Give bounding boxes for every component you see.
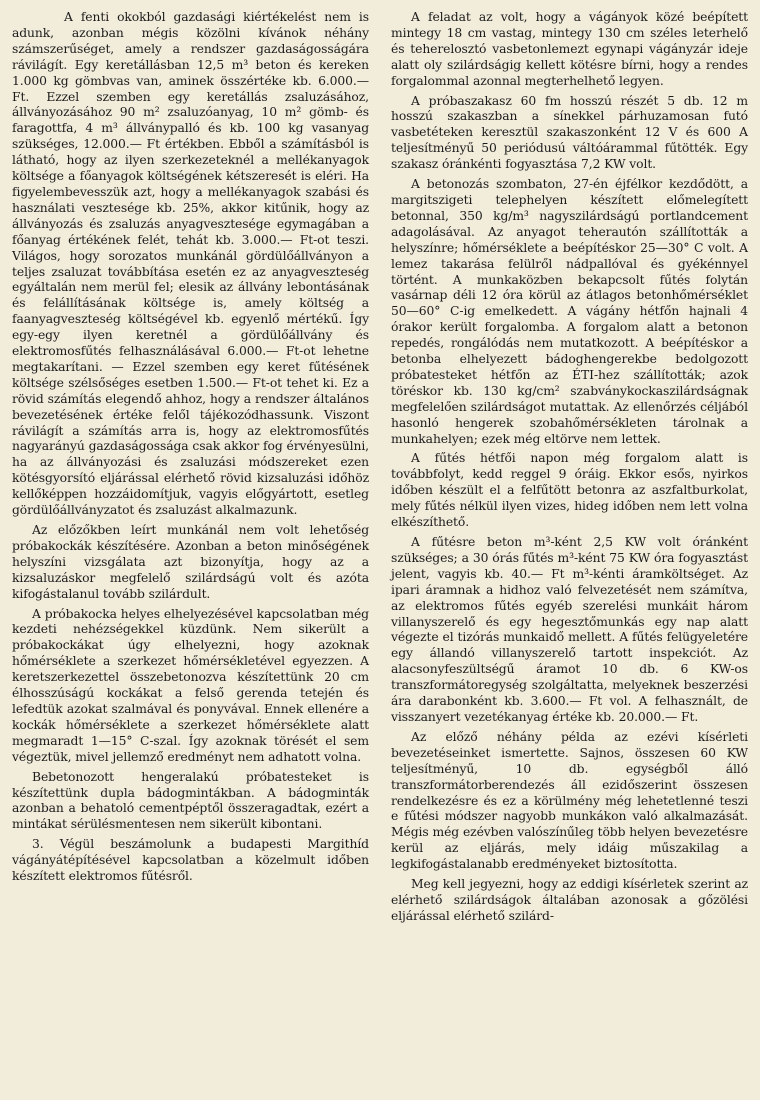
paragraph: A fűtésre beton m³-ként 2,5 KW volt óránként szükséges; a 30 órás fűtés m³-ként 75 KW óra fogyasztást jelent, vagyis kb. 40.— Ft m³-kénti áramköltséget. Az ipari áramnak a hidhoz való felvezetését nem számítva, az elektromos fűtés egyéb szerelési munkáit három villanyszerelő és egy hegesztőmunkás egy nap alatt végezte el tizórás munkaidő mellett. A fűtés felügyeletére egy állandó villanyszerelő tartott inspekciót. Az alacsonyfeszültségű áramot 10 db. 6 KW-os transzformátoregység szolgáltatta, melyeknek beszerzési ára darabonként kb. 3.600.— Ft vol. A felhasznált, de visszanyert vezetékanyag értéke kb. 20.000.— Ft. bbox=[391, 535, 748, 724]
paragraph: A próbakocka helyes elhelyezésével kapcsolatban még kezdeti nehézségekkel küzdünk. Nem sikerült a próbakockákat úgy elhelyezni, hogy azoknak hőmérséklete a szerkezet hőmérsékletével egyezzen. A keretszerkezettel összebetonozva készítettünk 20 cm élhosszúságú kockákat a felső gerenda tetején és lefedtük azokat szalmával és ponyvával. Ennek ellenére a kockák hőmérséklete a szerkezet hőmérséklete alatt megmaradt 1—15° C-szal. Így azoknak törését el sem végeztük, mivel jellemző eredményt nem adhatott volna. bbox=[12, 606, 369, 764]
paragraph: A fűtés hétfői napon még forgalom alatt is továbbfolyt, kedd reggel 9 óráig. Ekkor esős, nyirkos időben készült el a felfűtött betonra az aszfaltburkolat, mely fűtés nélkül ilyen vizes, hideg időben nem lett volna elkészíthető. bbox=[391, 451, 748, 530]
paragraph: 3. Végül beszámolunk a budapesti Margithíd vágányátépítésével kapcsolatban a közelmult időben készített elektromos fűtésről. bbox=[12, 837, 369, 884]
paragraph: Bebetonozott hengeralakú próbatesteket is készítettünk dupla bádogmintákban. A bádogminták azonban a behatoló cementpéptől összeragadtak, ezért a mintákat sérülésmentesen nem sikerült kibontani. bbox=[12, 769, 369, 832]
paragraph: Az előző néhány példa az ezévi kísérleti bevezetéseinket ismertette. Sajnos, összesen 60 KW teljesítményű, 10 db. egységből álló transzformátorberendezés áll ezidőszerint összesen rendelkezésre és ez a körülmény még lehetetlenné teszi e fűtési módszer nagyobb munkákon való alkalmazását. Mégis még ezévben valószínűleg több helyen bevezetésre kerül az eljárás, mely idáig műszakilag a legkifogástalanabb eredményeket biztosította. bbox=[391, 729, 748, 872]
paragraph: A betonozás szombaton, 27-én éjfélkor kezdődött, a margitszigeti telephelyen készített előmelegített betonnal, 350 kg/m³ nagyszilárdságú portlandcement adagolásával. Az anyagot teherautón szállították a helyszínre; hőmérséklete a beépítéskor 25—30° C volt. A lemez takarása felülről nádpallóval és gyékénnyel történt. A munkaközben bekapcsolt fűtés folytán vasárnap déli 12 óra körül az átlagos betonhőmérséklet 50—60° C-ig emelkedett. A vágány hétfőn hajnali 4 órakor került forgalomba. A forgalom alatt a betonon repedés, rongálódás nem mutatkozott. A beépítéskor a betonba elhelyezett bádoghengerekbe bedolgozott próbatesteket hétfőn az ÉTI-hez szállították; azok töréskor kb. 130 kg/cm² szabványkockaszilárdságnak megfelelően szilárdságot mutattak. Az ellenőrzés céljából hasonló hengerek szobahőmérsékleten tárolnak a munkahelyen; ezek még eltörve nem lettek. bbox=[391, 177, 748, 446]
right-column bbox=[391, 10, 748, 1094]
paragraph: A fenti okokból gazdasági kiértékelést nem is adunk, azonban mégis közölni kívánok néhány számszerűséget, amely a rendszer gazdaságosságára rávilágít. Egy keretállásban 12,5 m³ beton és kereken 1.000 kg gömbvas van, aminek összértéke kb. 6.000.— Ft. Ezzel szemben egy keretállás zsaluzásához, állványozásához 90 m² zsaluzóanyag, 10 m² gömb- és faragottfa, 4 m³ állványpalló és kb. 100 kg vasanyag szükséges, 12.000.— Ft értékben. Ebből a számításból is látható, hogy az ilyen szerkezeteknél a mellékanyagok költsége a főanyagok költségének kétszeresét is eléri. Ha figyelembevesszük azt, hogy a mellékanyagok szabási és használati vesztesége kb. 25%, akkor kitűnik, hogy az állványozás és zsaluzás anyagvesztesége egymagában a főanyag értékének felét, tehát kb. 3.000.— Ft-ot teszi. Világos, hogy sorozatos munkánál gördülőállványon a teljes zsaluzat továbbítása esetén ez az anyagveszteség egyáltalán nem merül fel; elesik az állvány lebontásának és felállításának költsége is, amely költség a faanyagveszteség költségével kb. egyenlő mértékű. Így egy-egy ilyen keretnél a gördülőállvány és elektromosfűtés felhasználásával 6.000.— Ft-ot lehetne megtakarítani. — Ezzel szemben egy keret fűtésének költsége szélsőséges esetben 1.500.— Ft-ot tehet ki. Ez a rövid számítás elegendő ahhoz, hogy a rendszer általános bevezetésének értéke felől tájékozódhassunk. Viszont rávilágít a számítás arra is, hogy az elektromosfűtés nagyarányú gazdaságossága csak akkor fog érvényesülni, ha az állványozási és zsaluzási módszereket ezen kötésgyorsító eljárással elérhető rövid kizsaluzási időhöz kellőképpen hozzáidomítjuk, vagyis előgyártott, esetleg gördülőállványzatot és zsaluzást alkalmazunk. bbox=[12, 10, 369, 518]
paragraph: A próbaszakasz 60 fm hosszú részét 5 db. 12 m hosszú szakaszban a sínekkel párhuzamosan futó vasbetéteken keresztül szakaszonként 12 V és 600 A teljesítményű 50 periódusú váltóárammal fűtötték. Egy szakasz óránkénti fogyasztása 7,2 KW volt. bbox=[391, 93, 748, 172]
paragraph: A feladat az volt, hogy a vágányok közé beépített mintegy 18 cm vastag, mintegy 130 cm széles leterhelő és teherelosztó vasbetonlemezt egynapi vágányzár ideje alatt oly szilárdságig kellett kötésre bírni, hogy a rendes forgalommal azonnal megterhelhető legyen. bbox=[391, 10, 748, 88]
paragraph: Az előzőkben leírt munkánál nem volt lehetőség próbakockák készítésére. Azonban a beton minőségének helyszíni vizsgálata azt bizonyítja, hogy az a kizsaluzáskor megfelelő szilárdságú volt és azóta kifogástalanul tovább szilárdult. bbox=[12, 523, 369, 601]
left-column bbox=[12, 10, 369, 1094]
paragraph: Meg kell jegyezni, hogy az eddigi kísérletek szerint az elérhető szilárdságok általában azonosak a gőzölési eljárással elérhető szilárd- bbox=[391, 877, 748, 923]
